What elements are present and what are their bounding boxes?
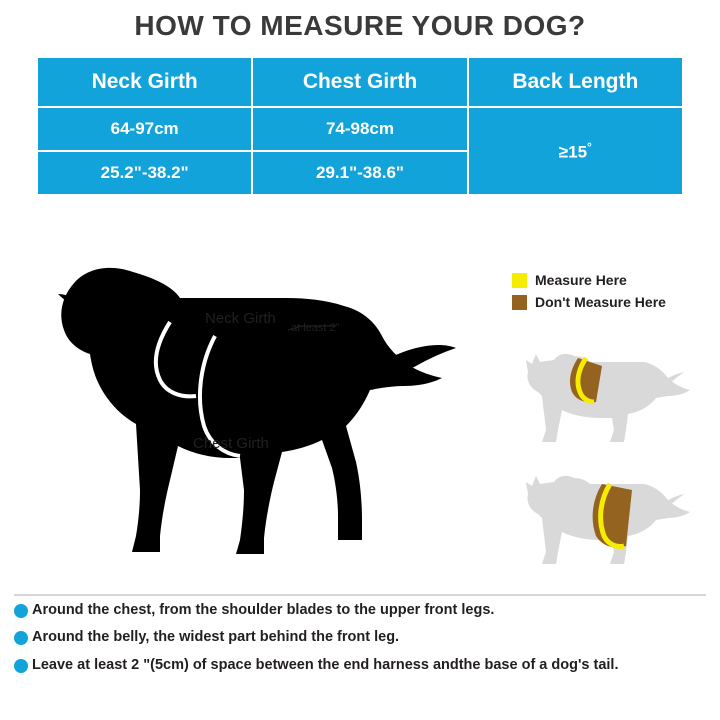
list-item xyxy=(14,657,714,674)
cell-chest-cm: 74-98cm xyxy=(252,107,467,151)
bullet-icon xyxy=(14,604,28,618)
ghost-dog-1 xyxy=(526,354,690,442)
divider xyxy=(14,594,706,596)
bullet-icon xyxy=(14,659,28,673)
legend xyxy=(512,272,666,316)
bullet-icon xyxy=(14,631,28,645)
cell-back-length xyxy=(468,107,683,195)
back-length-unit: ° xyxy=(587,139,592,154)
gap-label: at least 2" xyxy=(291,322,340,334)
table-row xyxy=(37,107,683,151)
note-text-1: Around the chest, from the shoulder blades to the upper front legs. xyxy=(32,602,495,618)
note-text-3: Leave at least 2 "(5cm) of space between the end harness andthe base of a dog's tail. xyxy=(32,656,619,673)
brown-swatch-icon xyxy=(512,295,527,310)
chest-girth-label: Chest Girth xyxy=(193,435,269,452)
legend-label-dont-measure-here: Don't Measure Here xyxy=(535,294,666,310)
back-length-value: ≥15 xyxy=(558,142,588,162)
legend-item-measure-here xyxy=(512,272,666,288)
table-header-chest-girth: Chest Girth xyxy=(252,57,467,107)
notes-list xyxy=(14,602,714,684)
size-table xyxy=(36,56,684,196)
table-header-back-length: Back Length xyxy=(468,57,683,107)
legend-item-dont-measure-here xyxy=(512,294,666,310)
page-title: HOW TO MEASURE YOUR DOG? xyxy=(134,10,586,41)
list-item xyxy=(14,629,714,646)
list-item xyxy=(14,602,714,619)
legend-label-measure-here: Measure Here xyxy=(535,272,627,288)
cell-neck-cm: 64-97cm xyxy=(37,107,252,151)
small-dog-chest-illustration xyxy=(516,462,696,572)
main-dog-illustration xyxy=(40,240,460,570)
table-header-neck-girth: Neck Girth xyxy=(37,57,252,107)
table-header-row xyxy=(37,57,683,107)
neck-girth-label: Neck Girth xyxy=(205,310,276,327)
small-dog-neck-illustration xyxy=(516,340,696,450)
cell-neck-inch: 25.2"-38.2" xyxy=(37,151,252,195)
cell-chest-inch: 29.1"-38.6" xyxy=(252,151,467,195)
yellow-swatch-icon xyxy=(512,273,527,288)
note-text-2: Around the belly, the widest part behind the front leg. xyxy=(32,629,400,646)
